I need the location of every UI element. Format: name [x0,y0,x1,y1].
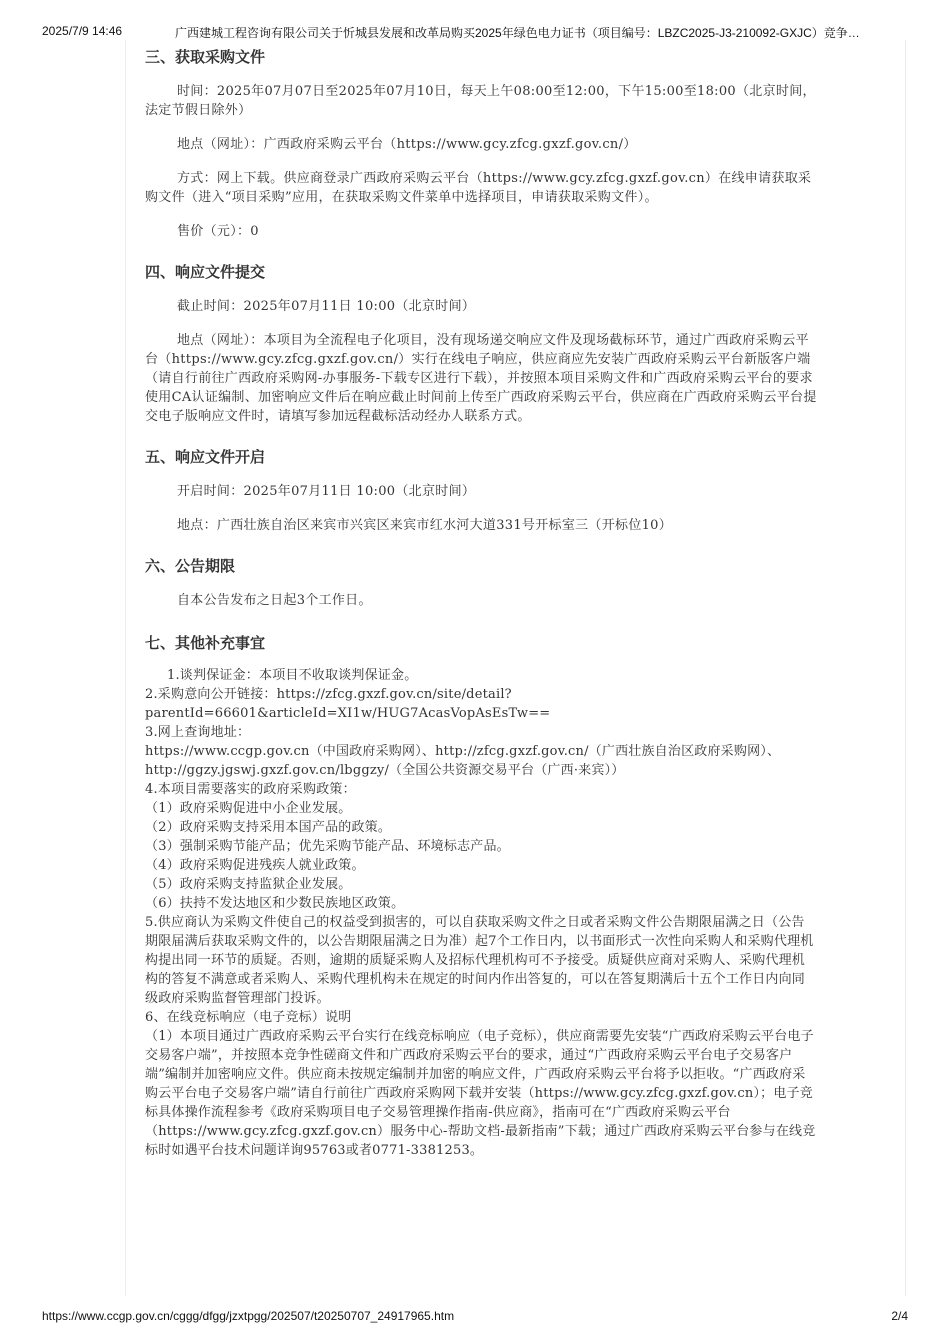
obtain-place: 地点（网址）：广西政府采购云平台（https://www.gcy.zfcg.gxzf.gov.cn/） [177,137,637,152]
query-address-links[interactable]: https://www.ccgp.gov.cn（中国政府采购网）、http://zfcg.gxzf.gov.cn/（广西壮族自治区政府采购网）、http://ggzy.jgswj.gxzf.gov.cn/lbggzy/（全国公共资源交易平台（广西·来宾）） [145,744,781,778]
complaint-paragraph: 5.供应商认为采购文件使自己的权益受到损害的，可以自获取采购文件之日或者采购文件公告期限届满之日（公告期限届满后获取采购文件的，以公告期限届满之日为准）起7个工作日内，以书面形式一次性向采购人和采购代理机构提出同一环节的质疑。否则，逾期的质疑采购人及招标代理机构可不予接受。质疑供应商对采购人、采购代理机构的答复不满意或者采购人、采购代理机构未在规定的时间内作出答复的，可以在答复期满后十五个工作日内向同级政府采购监督管理部门投诉。 [145,915,814,1006]
procurement-intent-link[interactable]: 2.采购意向公开链接：https://zfcg.gxzf.gov.cn/site/detail?parentId=66601&articleId=XI1w/HUG7AcasVopAsEsTw== [145,687,551,721]
content-frame-right-border [905,40,906,1296]
print-datetime: 2025/7/9 14:46 [42,24,123,38]
policy-item: （3）强制采购节能产品；优先采购节能产品、环境标志产品。 [145,839,510,854]
supplementary-line: 1.谈判保证金：本项目不收取谈判保证金。 [167,668,418,683]
policy-item: （5）政府采购支持监狱企业发展。 [145,877,352,892]
submission-deadline: 截止时间：2025年07月11日 10:00（北京时间） [177,299,476,314]
obtain-time: 时间：2025年07月07日至2025年07月10日，每天上午08:00至12:00，下午15:00至18:00（北京时间，法定节假日除外） [145,84,816,118]
submission-place: 地点（网址）：本项目为全流程电子化项目，没有现场递交响应文件及现场截标环节，通过广西政府采购云平台（https://www.gcy.zfcg.gxzf.gov.cn/）实行在线电子响应，供应商应先安装广西政府采购云平台新版客户端（请自行前往广西政府采购网-办事服务-下载专区进行下载），并按照本项目采购文件和广西政府采购云平台的要求使用CA认证编制、加密响应文件后在响应截止时间前上传至广西政府采购云平台，供应商在广西政府采购云平台提交电子版响应文件时，请填写参加远程截标活动经办人联系方式。 [145,333,817,424]
policy-item: （6）扶持不发达地区和少数民族地区政策。 [145,896,405,911]
section-heading-obtain-documents: 三、获取采购文件 [145,48,266,66]
opening-time: 开启时间：2025年07月11日 10:00（北京时间） [177,484,476,499]
section-heading-supplementary: 七、其他补充事宜 [145,634,266,652]
notice-period-text: 自本公告发布之日起3个工作日。 [177,593,372,608]
supplementary-line: 4.本项目需要落实的政府采购政策： [145,782,356,797]
section-heading-submission: 四、响应文件提交 [145,263,266,281]
supplementary-list [145,666,817,1160]
policy-item: （4）政府采购促进残疾人就业政策。 [145,858,365,873]
policy-item: （1）政府采购促进中小企业发展。 [145,801,352,816]
print-page-number: 2/4 [891,1309,908,1323]
supplementary-line: 3.网上查询地址： [145,725,251,740]
policy-item: （2）政府采购支持采用本国产品的政策。 [145,820,392,835]
document-price: 售价（元）：0 [177,224,259,239]
obtain-method: 方式：网上下载。供应商登录广西政府采购云平台（https://www.gcy.zfcg.gxzf.gov.cn）在线申请获取采购文件（进入“项目采购”应用，在获取采购文件菜单中选择项目，申请获取采购文件）。 [145,171,812,205]
supplementary-line: 6、在线竞标响应（电子竞标）说明 [145,1010,352,1025]
content-frame-left-border [125,40,126,1296]
section-heading-opening: 五、响应文件开启 [145,448,266,466]
opening-place: 地点：广西壮族自治区来宾市兴宾区来宾市红水河大道331号开标室三（开标位10） [177,518,673,533]
supplementary-line [145,685,817,723]
print-page-url: https://www.ccgp.gov.cn/cggg/dfgg/jzxtpgg/202507/t20250707_24917965.htm [42,1309,455,1323]
e-bidding-paragraph: （1）本项目通过广西政府采购云平台实行在线竞标响应（电子竞标），供应商需要先安装“广西政府采购云平台电子交易客户端”，并按照本竞争性磋商文件和广西政府采购云平台的要求，通过“广西政府采购云平台电子交易客户端”编制并加密响应文件。供应商未按规定编制并加密的响应文件，广西政府采购云平台将予以拒收。“广西政府采购云平台电子交易客户端”请自行前往广西政府采购网下载并安装（https://www.gcy.zfcg.gxzf.gov.cn）；电子竞标具体操作流程参考《政府采购项目电子交易管理操作指南-供应商》，指南可在“广西政府采购云平台（https://www.gcy.zfcg.gxzf.gov.cn）服务中心-帮助文档-最新指南”下载；通过广西政府采购云平台参与在线竞标时如遇平台技术问题详询95763或者0771-3381253。 [145,1029,816,1158]
announcement-content [145,46,817,1160]
print-page-title: 广西建城工程咨询有限公司关于忻城县发展和改革局购买2025年绿色电力证书（项目编号：LBZC2025-J3-210092-GXJC）竞争… [175,26,860,40]
section-heading-notice-period: 六、公告期限 [145,557,236,575]
